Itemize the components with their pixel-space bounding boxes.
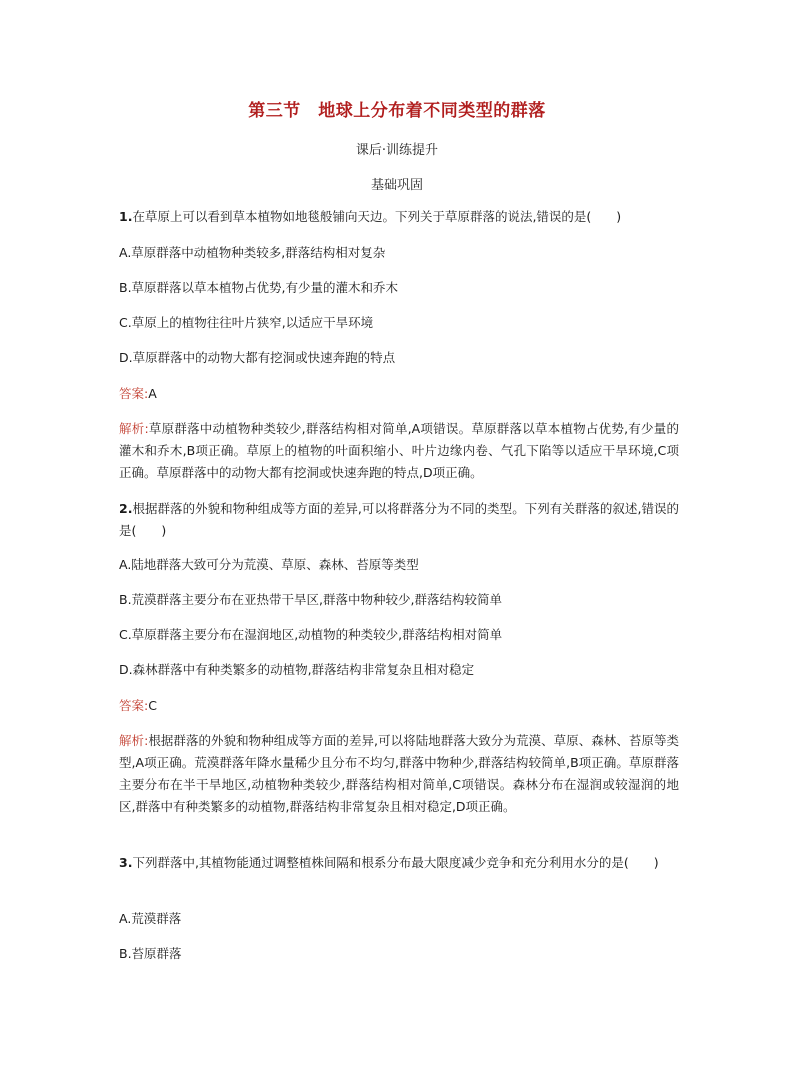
question-text: 在草原上可以看到草本植物如地毯般铺向天边。下列关于草原群落的说法,错误的是( ) [132,209,622,224]
question-3 [119,852,679,874]
answer-value: A [148,386,157,401]
answer-label: 答案: [119,698,149,713]
section-subtitle: 课后·训练提升 [355,143,439,158]
answer [119,695,679,717]
option-c: C.草原群落主要分布在湿润地区,动植物的种类较少,群落结构相对简单 [119,627,503,642]
option-a: A.陆地群落大致可分为荒漠、草原、森林、苔原等类型 [119,557,419,572]
question-1 [119,206,679,228]
answer-label: 答案: [119,386,149,401]
analysis-text: 草原群落中动植物种类较少,群落结构相对简单,A项错误。草原群落以草本植物占优势,有少量的灌木和乔木,B项正确。草原上的植物的叶面积缩小、叶片边缘内卷、气孔下陷等以适应干旱环境,C项正确。草原群落中的动物大都有挖洞或快速奔跑的特点,D项正确。 [119,421,679,480]
option-d: D.森林群落中有种类繁多的动植物,群落结构非常复杂且相对稳定 [119,662,475,677]
option-a: A.荒漠群落 [119,911,182,926]
page-title: 第三节 地球上分布着不同类型的群落 [248,101,546,121]
answer-value: C [148,698,157,713]
option-b: B.荒漠群落主要分布在亚热带干旱区,群落中物种较少,群落结构较简单 [119,592,502,607]
option-a: A.草原群落中动植物种类较多,群落结构相对复杂 [119,245,386,260]
question-text: 根据群落的外貌和物种组成等方面的差异,可以将群落分为不同的类型。下列有关群落的叙述,错误的是( ) [119,501,679,538]
question-2 [119,498,679,542]
question-number: 3. [119,855,133,870]
option-d: D.草原群落中的动物大都有挖洞或快速奔跑的特点 [119,350,396,365]
answer [119,383,679,405]
section-heading: 基础巩固 [370,178,423,193]
analysis-label: 解析: [119,421,149,436]
option-b: B.苔原群落 [119,946,182,961]
question-text: 下列群落中,其植物能通过调整植株间隔和根系分布最大限度减少竞争和充分利用水分的是( ) [132,855,659,870]
analysis-text: 根据群落的外貌和物种组成等方面的差异,可以将陆地群落大致分为荒漠、草原、森林、苔原等类型,A项正确。荒漠群落年降水量稀少且分布不均匀,群落中物种少,群落结构较简单,B项正确。草原群落主要分布在半干旱地区,动植物种类较少,群落结构相对简单,C项错误。森林分布在湿润或较湿润的地区,群落中有种类繁多的动植物,群落结构非常复杂且相对稳定,D项正确。 [119,733,679,814]
option-c: C.草原上的植物往往叶片狭窄,以适应干旱环境 [119,315,374,330]
analysis [119,418,679,484]
option-b: B.草原群落以草本植物占优势,有少量的灌木和乔木 [119,280,399,295]
analysis-label: 解析: [119,733,149,748]
analysis [119,730,679,818]
question-number: 1. [119,209,133,224]
question-number: 2. [119,501,133,516]
